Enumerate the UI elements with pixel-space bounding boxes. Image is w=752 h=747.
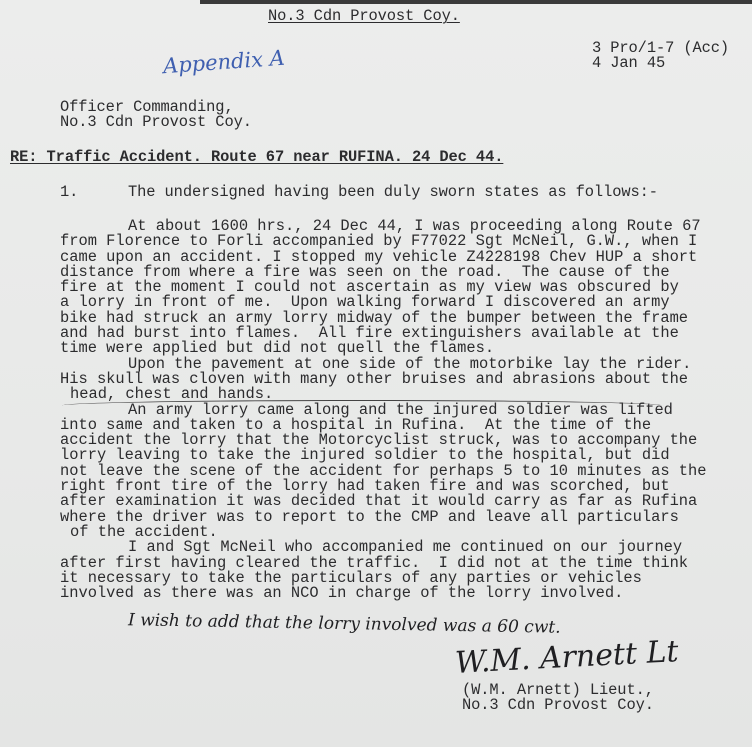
body-line: time were applied but did not quell the flames. (60, 339, 495, 358)
page-edge-shadow (200, 0, 752, 4)
body-line: An army lorry came along and the injured soldier was lifted (128, 400, 673, 419)
body-line: after first having cleared the traffic. I did not at the time think (60, 553, 689, 572)
signature-unit: No.3 Cdn Provost Coy. (462, 696, 654, 714)
body-line: it necessary to take the particulars of any parties or vehicles (60, 568, 642, 587)
signature-name: (W.M. Arnett) Lieut., (462, 681, 654, 699)
signature: W.M. Arnett Lt (454, 634, 680, 681)
body-line: from Florence to Forli accompanied by F77022 Sgt McNeil, G.W., when I (60, 232, 698, 251)
addressee-line-2: No.3 Cdn Provost Coy. (60, 113, 252, 131)
body-line: lorry leaving to take the injured soldier to the hospital, but did (60, 446, 670, 465)
body-line: distance from where a fire was seen on the road. The cause of the (60, 262, 670, 281)
item-number: 1. (60, 183, 79, 201)
handwritten-appendix-note: Appendix A (162, 45, 286, 79)
body-line: head, chest and hands. (70, 385, 274, 404)
body-line: I and Sgt McNeil who accompanied me continued on our journey (128, 538, 683, 557)
body-line: bike had struck an army lorry midway of the bumper between the frame (60, 308, 689, 327)
body-line: right front tire of the lorry had taken fire and was scorched, but (60, 477, 670, 496)
file-reference: 3 Pro/1-7 (Acc) (592, 39, 730, 57)
body-line: of the accident. (70, 522, 218, 541)
subject-line: RE: Traffic Accident. Route 67 near RUFINA. 24 Dec 44. (10, 148, 504, 166)
handwritten-addition: I wish to add that the lorry involved was a 60 cwt. (127, 610, 561, 638)
body-line: a lorry in front of me. Upon walking forward I discovered an army (60, 293, 670, 312)
hand-drawn-strike-line (62, 400, 662, 411)
item-intro: The undersigned having been duly sworn states as follows:- (128, 183, 658, 201)
body-line: His skull was cloven with many other bruises and abrasions about the (60, 369, 689, 388)
letterhead: No.3 Cdn Provost Coy. (268, 7, 460, 25)
body-line: fire at the moment I could not ascertain as my view was obscured by (60, 278, 679, 297)
body-line: came upon an accident. I stopped my vehicle Z4228198 Chev HUP a short (60, 247, 698, 266)
letter-date: 4 Jan 45 (592, 54, 666, 72)
body-line: At about 1600 hrs., 24 Dec 44, I was proceeding along Route 67 (128, 217, 701, 235)
body-line: involved as there was an NCO in charge of the lorry involved. (60, 584, 624, 603)
body-line: accident the lorry that the Motorcyclist struck, was to accompany the (60, 431, 698, 450)
body-line: after examination it was decided that it would carry as far as Rufina (60, 492, 698, 511)
body-line: and had burst into flames. All fire extinguishers available at the (60, 324, 679, 343)
body-line: into same and taken to a hospital in Rufina. At the time of the (60, 415, 652, 434)
body-line: not leave the scene of the accident for perhaps 5 to 10 minutes as the (60, 461, 707, 480)
addressee-line-1: Officer Commanding, (60, 98, 234, 116)
body-line: Upon the pavement at one side of the motorbike lay the rider. (128, 354, 692, 373)
body-line: where the driver was to report to the CMP and leave all particulars (60, 507, 679, 526)
